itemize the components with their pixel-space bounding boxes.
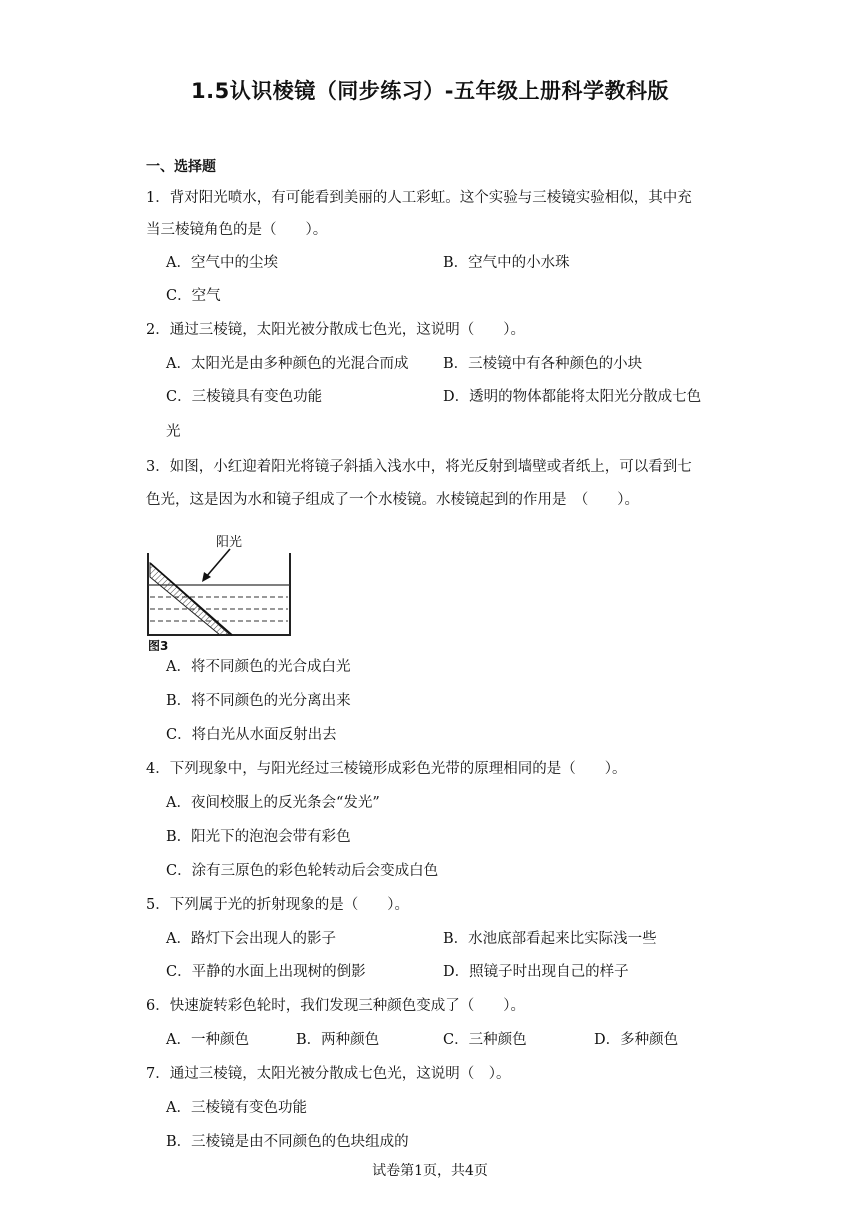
question-6-option-b: B．两种颜色 <box>296 1032 380 1048</box>
question-2-option-a: A．太阳光是由多种颜色的光混合而成 <box>166 356 409 372</box>
question-2-stem: 2．通过三棱镜，太阳光被分散成七色光，这说明（ ）。 <box>146 322 525 338</box>
question-1-stem-line2: 当三棱镜角色的是（ ）。 <box>146 222 328 238</box>
question-3-option-b: B．将不同颜色的光分离出来 <box>166 693 351 709</box>
question-6-option-c: C．三种颜色 <box>443 1032 527 1048</box>
question-1-option-b: B．空气中的小水珠 <box>443 255 570 271</box>
question-2-option-d-line2: 光 <box>166 424 181 440</box>
document-title: 1.5认识棱镜（同步练习）-五年级上册科学教科版 <box>191 79 669 103</box>
question-7-option-b: B．三棱镜是由不同颜色的色块组成的 <box>166 1134 409 1150</box>
question-1-option-a: A．空气中的尘埃 <box>166 255 278 271</box>
question-7-option-a: A．三棱镜有变色功能 <box>166 1100 307 1116</box>
figure-caption: 图3 <box>148 639 169 651</box>
question-4-option-c: C．涂有三原色的彩色轮转动后会变成白色 <box>166 863 439 879</box>
question-6-option-a: A．一种颜色 <box>166 1032 249 1048</box>
question-4-option-b: B．阳光下的泡泡会带有彩色 <box>166 829 351 845</box>
question-5-option-d: D．照镜子时出现自己的样子 <box>443 964 629 980</box>
question-6-option-d: D．多种颜色 <box>594 1032 679 1048</box>
question-1-option-c: C．空气 <box>166 288 221 304</box>
question-5-option-c: C．平静的水面上出现树的倒影 <box>166 964 366 980</box>
question-5-option-b: B．水池底部看起来比实际浅一些 <box>443 931 657 947</box>
question-2-option-c: C．三棱镜具有变色功能 <box>166 389 323 405</box>
sunlight-label: 阳光 <box>216 535 243 550</box>
question-3-option-c: C．将白光从水面反射出去 <box>166 727 337 743</box>
question-3-stem-line2: 色光，这是因为水和镜子组成了一个水棱镜。水棱镜起到的作用是 （ ）。 <box>146 492 639 508</box>
question-2-option-d-line1: D．透明的物体都能将太阳光分散成七色 <box>443 389 702 405</box>
question-1-stem-line1: 1．背对阳光喷水，有可能看到美丽的人工彩虹。这个实验与三棱镜实验相似，其中充 <box>146 190 692 206</box>
question-6-stem: 6．快速旋转彩色轮时，我们发现三种颜色变成了（ ）。 <box>146 998 525 1014</box>
sunlight-arrow <box>206 549 230 577</box>
question-5-stem: 5．下列属于光的折射现象的是（ ）。 <box>146 897 409 913</box>
section-heading: 一、选择题 <box>146 159 216 175</box>
question-4-option-a: A．夜间校服上的反光条会“发光” <box>166 795 380 811</box>
question-3-option-a: A．将不同颜色的光合成白光 <box>166 659 351 675</box>
question-7-stem: 7．通过三棱镜，太阳光被分散成七色光，这说明（ ）。 <box>146 1066 511 1082</box>
page-footer: 试卷第1页，共4页 <box>372 1163 488 1179</box>
question-2-option-b: B．三棱镜中有各种颜色的小块 <box>443 356 643 372</box>
question-5-option-a: A．路灯下会出现人的影子 <box>166 931 336 947</box>
question-3-stem-line1: 3．如图，小红迎着阳光将镜子斜插入浅水中，将光反射到墙壁或者纸上，可以看到七 <box>146 459 692 475</box>
question-4-stem: 4．下列现象中，与阳光经过三棱镜形成彩色光带的原理相同的是（ ）。 <box>146 761 627 777</box>
water-prism-figure <box>140 533 300 651</box>
